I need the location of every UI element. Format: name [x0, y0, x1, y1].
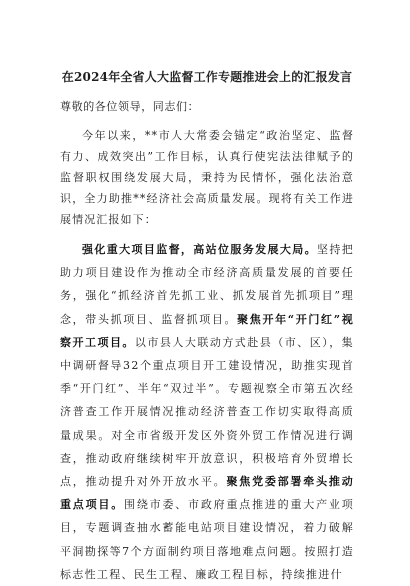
paragraph-text: 今年以来，**市人大常委会锚定“政治坚定、监督有力、成效突出”工作目标，认真行使宪法法律赋予的监督职权围绕发展大局，秉持为民情怀，强化法治意识，全力助推**经济社会高质量发展。现将有关工作进展情况汇报如下：: [60, 129, 354, 226]
paragraph-text: 以市县人大联动方式赴县（市、区），集中调研督导32个重点项目开工建设情况，助推实现首季“开门红”、半年“双过半”。专题视察全市第五次经济普查工作开展情况推动经济普查工作切实取得高质量成果。对全市省级开发区外资外贸工作情况进行调查，推动政府继续树牢开放意识，积极培育外贸增长点，推动提升对外开放水平。: [60, 335, 354, 489]
document-title: 在2024年全省人大监督工作专题推进会上的汇报发言: [61, 70, 353, 84]
section-heading: 强化重大项目监督，高站位服务发展大局。: [82, 243, 317, 256]
paragraph-intro: [60, 125, 354, 230]
salutation: 尊敬的各位领导，同志们：: [60, 100, 200, 113]
subsection-heading: 聚焦党委部署牵头推动重点项目。: [60, 475, 355, 512]
paragraph-project-supervision: [60, 238, 354, 586]
paragraph-text: 围绕市委、市政府重点推进的重大产业项目，专题调查抽水蓄能电站项目建设情况，着力破解平洞勘探等7个方面制约项目落地难点问题。按照打造标志性工程、民生工程、廉政工程目标，持续推进什: [60, 498, 355, 581]
paragraph-text: 坚持把助力项目建设作为推动全市经济高质量发展的首要任务，强化“抓经济首先抓工业、抓发展首先抓项目”理念，带头抓项目、监督抓项目。: [60, 243, 355, 326]
subsection-heading: 聚焦开年“开门红”视察开工项目。: [60, 312, 354, 349]
